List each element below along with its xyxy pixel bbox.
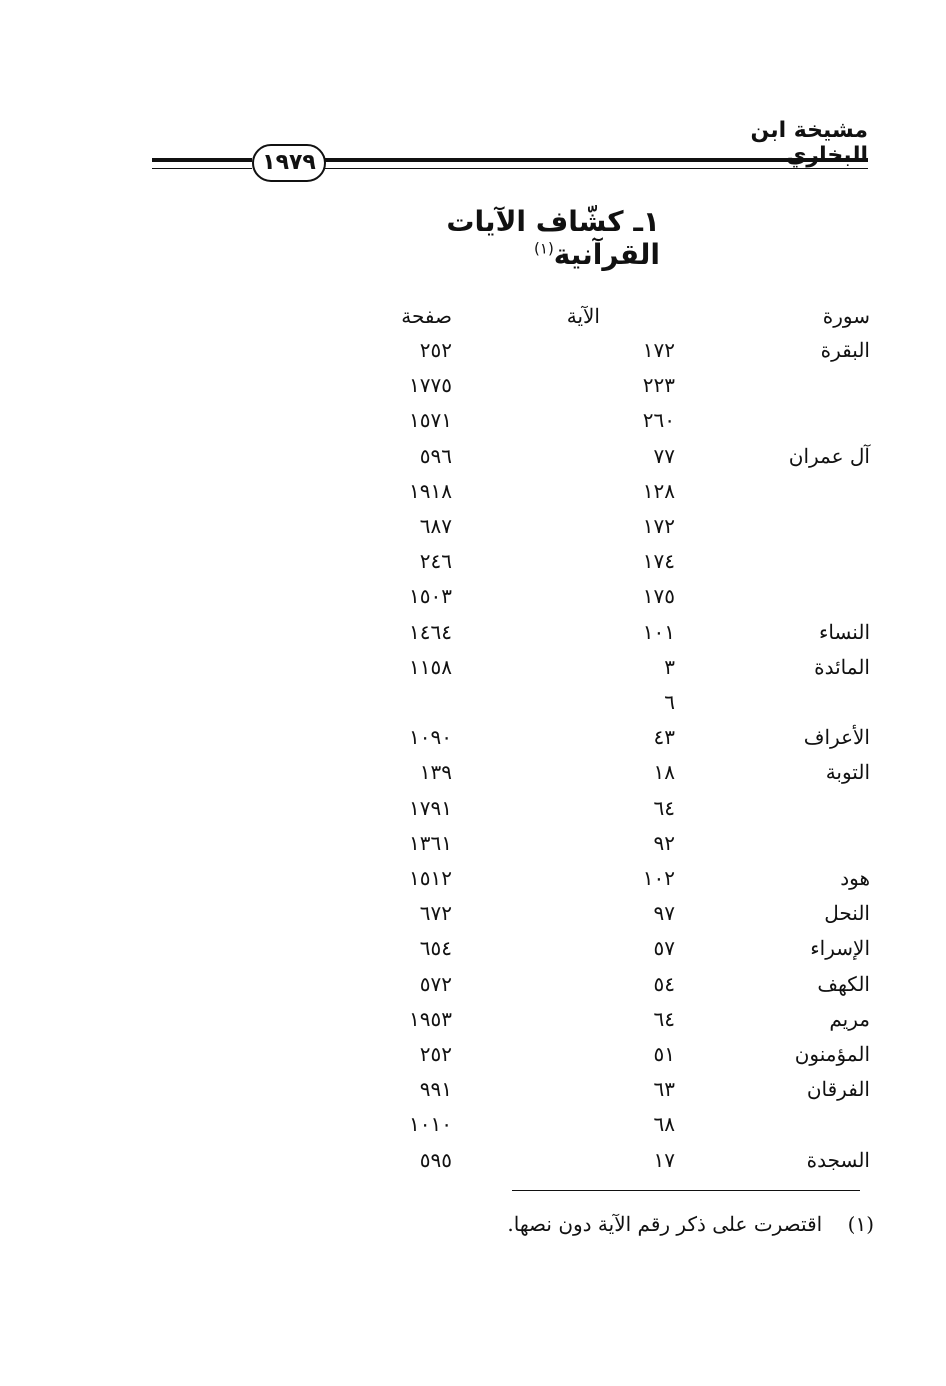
table-cell-surah: الكهف: [817, 972, 870, 996]
table-cell-page: ١٠١٠: [409, 1112, 452, 1136]
section-title: [360, 205, 660, 271]
column-header-ayah: الآية: [566, 304, 600, 328]
table-cell-surah: النحل: [824, 901, 870, 925]
table-cell-page: ١٣٩: [419, 760, 452, 784]
table-cell-page: ٥٩٦: [419, 444, 452, 468]
table-cell-page: ١٥١٢: [409, 866, 452, 890]
table-cell-ayah: ٣: [664, 655, 675, 679]
table-cell-surah: آل عمران: [788, 444, 870, 468]
table-cell-page: ١٥٠٣: [409, 584, 452, 608]
table-cell-surah: المؤمنون: [794, 1042, 870, 1066]
table-cell-ayah: ٦٨: [653, 1112, 675, 1136]
table-cell-page: ١٤٦٤: [409, 620, 452, 644]
table-cell-ayah: ٢٦٠: [642, 408, 675, 432]
table-cell-ayah: ١٧: [653, 1148, 675, 1172]
table-cell-ayah: ١٢٨: [642, 479, 675, 503]
table-cell-page: ١٩١٨: [409, 479, 452, 503]
table-cell-ayah: ١٧٢: [642, 338, 675, 362]
table-cell-ayah: ٥١: [653, 1042, 675, 1066]
table-cell-surah: الأعراف: [803, 725, 870, 749]
table-cell-ayah: ٩٢: [653, 831, 675, 855]
table-cell-surah: الفرقان: [806, 1077, 870, 1101]
table-cell-surah: النساء: [818, 620, 870, 644]
table-cell-page: ٢٤٦: [419, 549, 452, 573]
table-cell-surah: مريم: [829, 1007, 870, 1031]
section-title-text: ١ـ كشّاف الآيات القرآنية: [446, 205, 660, 271]
header-rule-left: [152, 158, 252, 162]
table-cell-page: ١١٥٨: [409, 655, 452, 679]
table-cell-surah: الإسراء: [810, 936, 870, 960]
table-cell-page: ٦٥٤: [419, 936, 452, 960]
table-cell-ayah: ٥٤: [653, 972, 675, 996]
table-cell-page: ٩٩١: [419, 1077, 452, 1101]
page-number: ١٩٧٩: [252, 144, 326, 182]
footnote-separator: [512, 1190, 860, 1191]
table-cell-surah: التوبة: [825, 760, 870, 784]
table-cell-ayah: ٦٤: [653, 796, 675, 820]
table-cell-ayah: ١٠٢: [642, 866, 675, 890]
footnote: [470, 1212, 874, 1236]
book-title: مشيخة ابن البخاري: [750, 118, 868, 168]
table-cell-page: ٦٨٧: [419, 514, 452, 538]
table-cell-ayah: ١٧٢: [642, 514, 675, 538]
footnote-marker: (١): [847, 1212, 874, 1236]
table-cell-ayah: ١٨: [653, 760, 675, 784]
table-cell-ayah: ٥٧: [653, 936, 675, 960]
table-cell-surah: السجدة: [806, 1148, 870, 1172]
table-cell-ayah: ١٠١: [642, 620, 675, 644]
table-cell-ayah: ١٧٥: [642, 584, 675, 608]
footnote-text: اقتصرت على ذكر رقم الآية دون نصها.: [507, 1212, 823, 1236]
column-header-surah: سورة: [822, 304, 870, 328]
table-cell-surah: المائدة: [814, 655, 870, 679]
table-cell-page: ١٣٦١: [409, 831, 452, 855]
table-cell-page: ٥٧٢: [419, 972, 452, 996]
table-cell-surah: البقرة: [820, 338, 870, 362]
table-cell-page: ٦٧٢: [419, 901, 452, 925]
column-header-page: صفحة: [401, 304, 452, 328]
table-cell-page: ٥٩٥: [419, 1148, 452, 1172]
table-cell-ayah: ٩٧: [653, 901, 675, 925]
table-cell-ayah: ٤٣: [653, 725, 675, 749]
header-rule-right-thin: [322, 168, 868, 169]
table-cell-page: ١٧٩١: [409, 796, 452, 820]
table-cell-surah: هود: [840, 866, 870, 890]
table-cell-page: ١٩٥٣: [409, 1007, 452, 1031]
table-cell-page: ١٥٧١: [409, 408, 452, 432]
header-rule-right: [322, 158, 868, 162]
table-cell-page: ١٠٩٠: [409, 725, 452, 749]
table-cell-ayah: ١٧٤: [642, 549, 675, 573]
table-cell-ayah: ٧٧: [653, 444, 675, 468]
table-cell-page: ٢٥٢: [419, 1042, 452, 1066]
table-cell-page: ٢٥٢: [419, 338, 452, 362]
footnote-ref: (١): [534, 239, 554, 258]
table-cell-page: ١٧٧٥: [409, 373, 452, 397]
table-cell-ayah: ٦٣: [653, 1077, 675, 1101]
table-cell-ayah: ٦: [664, 690, 675, 714]
table-cell-ayah: ٦٤: [653, 1007, 675, 1031]
header-rule-left-thin: [152, 168, 252, 169]
table-cell-ayah: ٢٢٣: [642, 373, 675, 397]
